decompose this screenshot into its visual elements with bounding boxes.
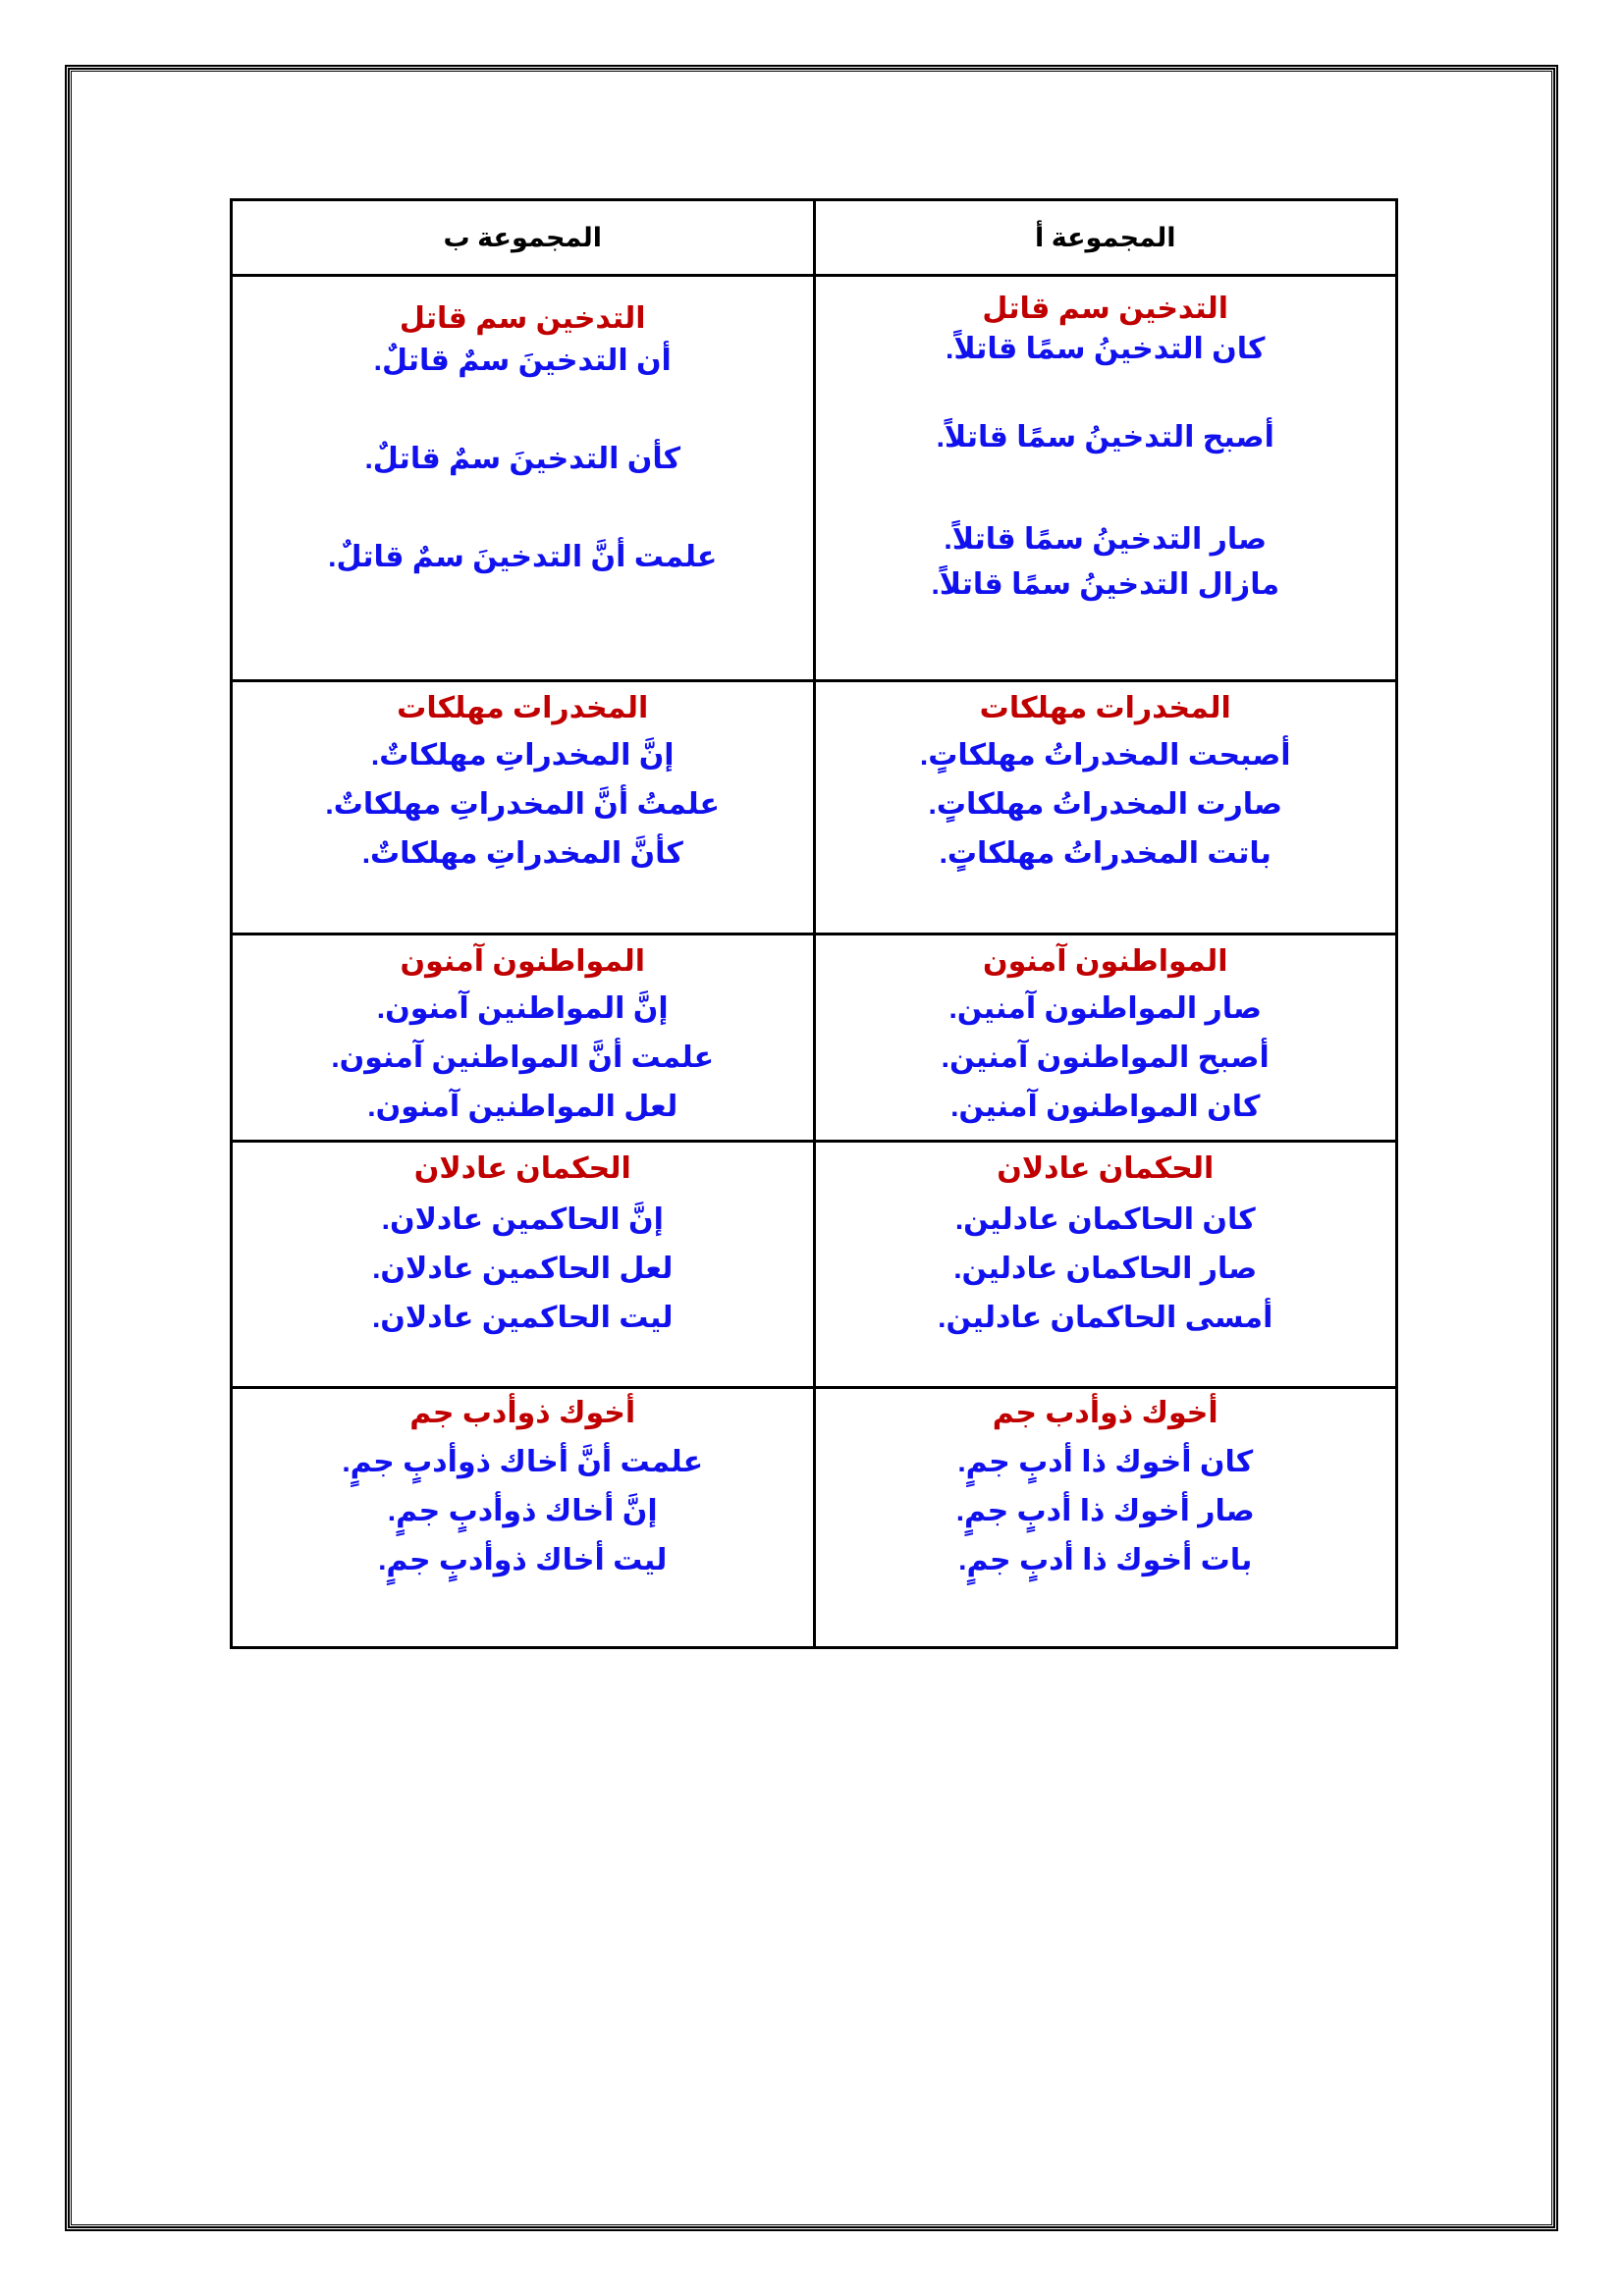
sentence: صار المواطنون آمنين. (948, 992, 1263, 1025)
sentence: ليت الحاكمين عادلان. (371, 1302, 674, 1334)
cell-title: أخوك ذوأدب جم (992, 1397, 1218, 1429)
cell-group-a (814, 681, 1397, 934)
sentence: لعل المواطنين آمنون. (367, 1091, 678, 1123)
sentence: بات أخوك ذا أدبٍ جمٍ. (958, 1544, 1253, 1576)
cell-group-a (814, 1388, 1397, 1648)
table-row (232, 276, 1397, 681)
table-row (232, 934, 1397, 1142)
table-row (232, 1142, 1397, 1388)
cell-group-b (232, 1142, 815, 1388)
cell-group-b (232, 276, 815, 681)
sentence: صار الحاكمان عادلين. (953, 1253, 1258, 1285)
cell-title: المواطنون آمنون (982, 945, 1228, 978)
table-header-row (232, 200, 1397, 276)
sentence: أمسى الحاكمان عادلين. (938, 1302, 1273, 1334)
sentence: باتت المخدراتُ مهلكاتٍ. (939, 837, 1271, 870)
sentence: علمت أنَّ المواطنين آمنون. (331, 1041, 715, 1074)
sentence: صارت المخدراتُ مهلكاتٍ. (928, 788, 1282, 821)
table-row (232, 1388, 1397, 1648)
sentence: إنَّ المخدراتِ مهلكاتٌ. (370, 739, 675, 772)
sentence: إنَّ المواطنين آمنون. (376, 992, 669, 1025)
sentence: مازال التدخينُ سمًا قاتلاً. (931, 568, 1280, 601)
sentence: أصبحت المخدراتُ مهلكاتٍ. (919, 739, 1291, 772)
sentence: صار التدخينُ سمًا قاتلاً. (944, 523, 1268, 556)
cell-title: الحكمان عادلان (413, 1152, 631, 1185)
sentence: لعل الحاكمين عادلان. (372, 1253, 674, 1285)
sentence: أصبح التدخينُ سمًا قاتلاً. (936, 421, 1274, 454)
sentence: كأنَّ المخدراتِ مهلكاتٌ. (361, 837, 683, 870)
cell-group-a (814, 934, 1397, 1142)
cell-title: أخوك ذوأدب جم (409, 1397, 636, 1429)
sentence: أن التدخينَ سمٌ قاتلٌ. (373, 345, 672, 377)
header-group-a: المجموعة أ (814, 200, 1397, 276)
cell-group-a (814, 1142, 1397, 1388)
sentence: صار أخوك ذا أدبٍ جمٍ. (955, 1495, 1255, 1527)
sentence: إنَّ أخاك ذوأدبٍ جمٍ. (387, 1495, 658, 1527)
table-row (232, 681, 1397, 934)
cell-title: المواطنون آمنون (400, 945, 646, 978)
header-group-b: المجموعة ب (232, 200, 815, 276)
cell-title: التدخين سم قاتل (399, 302, 646, 335)
comparison-table (230, 198, 1398, 1649)
sentence: أصبح المواطنون آمنين. (941, 1041, 1270, 1074)
cell-title: الحكمان عادلان (997, 1152, 1215, 1185)
sentence: علمتُ أنَّ المخدراتِ مهلكاتٌ. (325, 788, 721, 821)
cell-group-b (232, 1388, 815, 1648)
sentence: إنَّ الحاكمين عادلان. (381, 1203, 664, 1236)
cell-group-a (814, 276, 1397, 681)
cell-group-b (232, 934, 815, 1142)
sentence: كان الحاكمان عادلين. (954, 1203, 1256, 1236)
cell-title: المخدرات مهلكات (397, 692, 649, 724)
cell-title: المخدرات مهلكات (979, 692, 1231, 724)
sentence: كان أخوك ذا أدبٍ جمٍ. (957, 1446, 1254, 1478)
sentence: كان المواطنون آمنين. (950, 1091, 1261, 1123)
cell-title: التدخين سم قاتل (982, 293, 1229, 325)
sentence: كأن التدخينَ سمٌ قاتلٌ. (364, 443, 681, 475)
cell-group-b (232, 681, 815, 934)
sentence: ليت أخاك ذوأدبٍ جمٍ. (378, 1544, 668, 1576)
sentence: علمت أنَّ التدخينَ سمٌ قاتلٌ. (328, 541, 718, 573)
sentence: كان التدخينُ سمًا قاتلاً. (946, 333, 1266, 365)
sentence: علمت أنَّ أخاك ذوأدبٍ جمٍ. (342, 1446, 704, 1478)
